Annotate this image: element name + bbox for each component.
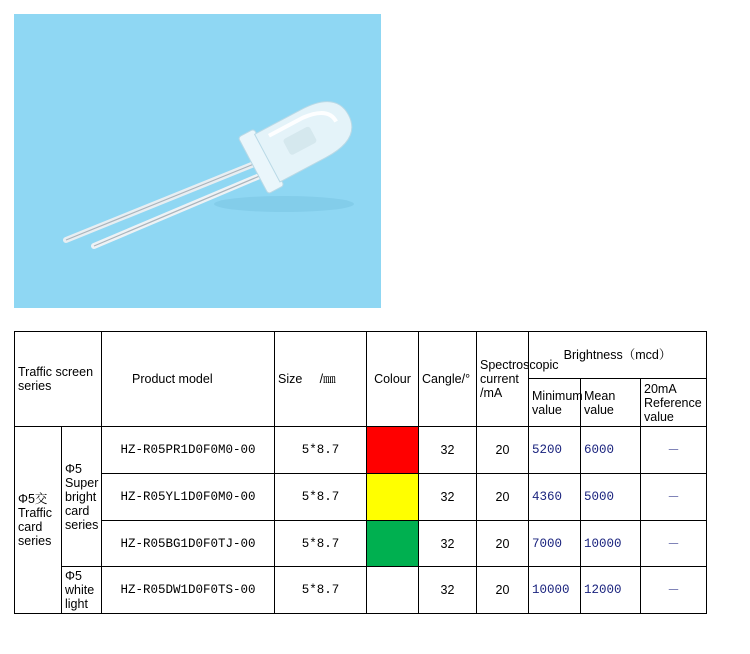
table-row [15, 567, 707, 614]
angle-cell: 32 [419, 474, 477, 521]
mean-cell: 10000 [581, 521, 641, 567]
header-angle: Cangle/° [419, 332, 477, 427]
ref-cell: － [641, 521, 707, 567]
header-min: Minimum value [529, 379, 581, 427]
model-cell: HZ-R05DW1D0F0TS-00 [102, 567, 275, 614]
swatch-fill [367, 521, 418, 566]
model-cell: HZ-R05PR1D0F0M0-00 [102, 427, 275, 474]
model-cell: HZ-R05BG1D0F0TJ-00 [102, 521, 275, 567]
angle-cell: 32 [419, 521, 477, 567]
size-cell: 5*8.7 [275, 474, 367, 521]
min-cell: 10000 [529, 567, 581, 614]
header-colour: Colour [367, 332, 419, 427]
min-cell: 7000 [529, 521, 581, 567]
current-cell: 20 [477, 427, 529, 474]
swatch-fill [367, 427, 418, 473]
table-row [15, 427, 707, 474]
colour-swatch [367, 521, 419, 567]
model-cell: HZ-R05YL1D0F0M0-00 [102, 474, 275, 521]
size-cell: 5*8.7 [275, 521, 367, 567]
photo-background [14, 14, 381, 308]
table-row [15, 521, 707, 567]
current-cell: 20 [477, 474, 529, 521]
ref-cell: － [641, 474, 707, 521]
ref-cell: － [641, 567, 707, 614]
header-mean: Mean value [581, 379, 641, 427]
mean-cell: 12000 [581, 567, 641, 614]
header-current: Spectroscopic current /mA [477, 332, 529, 427]
colour-swatch [367, 567, 419, 614]
angle-cell: 32 [419, 567, 477, 614]
header-size: Size /㎜ [275, 332, 367, 427]
ref-cell: － [641, 427, 707, 474]
min-cell: 5200 [529, 427, 581, 474]
group-label: Φ5交 Traffic card series [15, 427, 62, 614]
angle-cell: 32 [419, 427, 477, 474]
header-ref: 20mA Reference value [641, 379, 707, 427]
min-cell: 4360 [529, 474, 581, 521]
table-row [15, 474, 707, 521]
mean-cell: 6000 [581, 427, 641, 474]
mean-cell: 5000 [581, 474, 641, 521]
swatch-fill [367, 567, 418, 613]
swatch-fill [367, 474, 418, 520]
led-product-photo [14, 14, 381, 308]
colour-swatch [367, 427, 419, 474]
colour-swatch [367, 474, 419, 521]
sub-white-label: Φ5 white light [62, 567, 102, 614]
size-cell: 5*8.7 [275, 427, 367, 474]
header-series: Traffic screen series [15, 332, 102, 427]
current-cell: 20 [477, 567, 529, 614]
header-brightness: Brightness（mcd） [529, 332, 707, 379]
current-cell: 20 [477, 521, 529, 567]
sub-super-label: Φ5 Super bright card series [62, 427, 102, 567]
size-cell: 5*8.7 [275, 567, 367, 614]
spec-table [14, 331, 707, 614]
header-model: Product model [102, 332, 275, 427]
